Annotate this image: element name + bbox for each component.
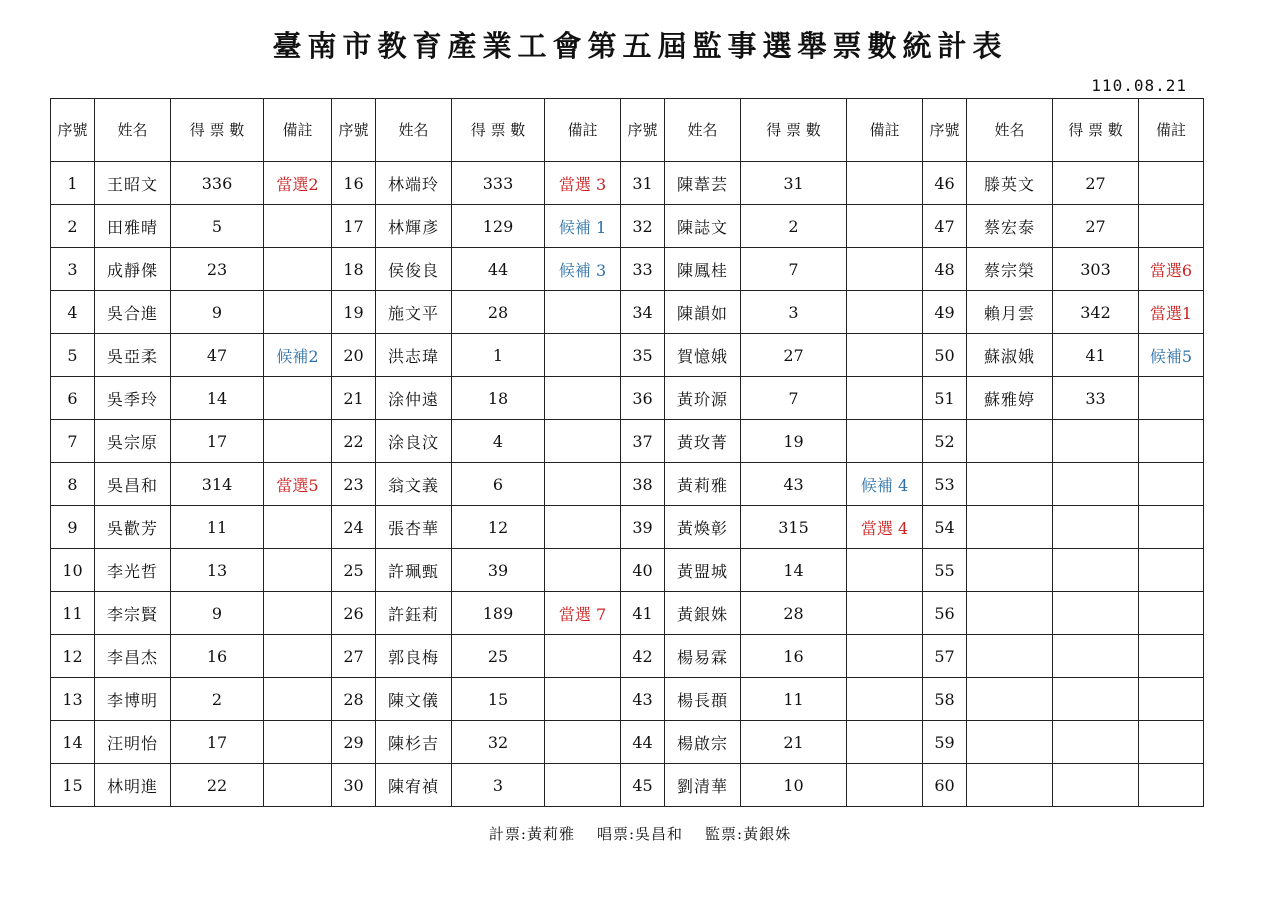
name-cell: 陳文儀 (376, 678, 452, 721)
votes-cell: 9 (171, 592, 264, 635)
votes-cell: 17 (171, 721, 264, 764)
name-cell: 陳韻如 (665, 291, 741, 334)
header-votes: 得 票 數 (741, 99, 847, 162)
remark-cell (545, 549, 621, 592)
votes-cell (1053, 721, 1139, 764)
votes-cell: 4 (452, 420, 545, 463)
seq-cell: 12 (51, 635, 95, 678)
name-cell: 許鈺莉 (376, 592, 452, 635)
seq-cell: 34 (621, 291, 665, 334)
remark-cell: 候補 4 (847, 463, 923, 506)
name-cell: 李昌杰 (95, 635, 171, 678)
seq-cell: 43 (621, 678, 665, 721)
name-cell: 郭良梅 (376, 635, 452, 678)
votes-cell: 22 (171, 764, 264, 807)
header-seq: 序號 (332, 99, 376, 162)
supervisor-label: 監票: (705, 825, 744, 843)
remark-cell: 當選5 (264, 463, 332, 506)
name-cell: 林端玲 (376, 162, 452, 205)
header-remark: 備註 (1139, 99, 1204, 162)
remark-cell: 當選 3 (545, 162, 621, 205)
name-cell: 汪明怡 (95, 721, 171, 764)
seq-cell: 26 (332, 592, 376, 635)
name-cell: 許珮甄 (376, 549, 452, 592)
remark-cell (264, 764, 332, 807)
seq-cell: 10 (51, 549, 95, 592)
name-cell: 陳鳳桂 (665, 248, 741, 291)
votes-cell (1053, 678, 1139, 721)
seq-cell: 8 (51, 463, 95, 506)
header-seq: 序號 (923, 99, 967, 162)
seq-cell: 19 (332, 291, 376, 334)
remark-cell: 當選 4 (847, 506, 923, 549)
remark-cell (545, 334, 621, 377)
remark-cell (847, 592, 923, 635)
table-row (51, 162, 1204, 205)
remark-cell: 當選2 (264, 162, 332, 205)
counter-label: 計票: (488, 825, 527, 843)
votes-cell: 15 (452, 678, 545, 721)
votes-cell (1053, 764, 1139, 807)
votes-cell: 2 (171, 678, 264, 721)
remark-cell: 候補5 (1139, 334, 1204, 377)
seq-cell: 25 (332, 549, 376, 592)
name-cell: 李宗賢 (95, 592, 171, 635)
name-cell: 張杏華 (376, 506, 452, 549)
seq-cell: 49 (923, 291, 967, 334)
seq-cell: 47 (923, 205, 967, 248)
seq-cell: 50 (923, 334, 967, 377)
counter-name: 黃莉雅 (526, 825, 575, 843)
remark-cell (1139, 678, 1204, 721)
votes-cell: 16 (741, 635, 847, 678)
remark-cell (545, 764, 621, 807)
header-seq: 序號 (621, 99, 665, 162)
name-cell: 成靜傑 (95, 248, 171, 291)
name-cell (967, 764, 1053, 807)
table-row (51, 506, 1204, 549)
header-remark: 備註 (545, 99, 621, 162)
header-name: 姓名 (95, 99, 171, 162)
seq-cell: 46 (923, 162, 967, 205)
seq-cell: 9 (51, 506, 95, 549)
remark-cell (264, 377, 332, 420)
votes-cell (1053, 506, 1139, 549)
remark-cell (1139, 205, 1204, 248)
name-cell: 黃銀姝 (665, 592, 741, 635)
remark-cell (847, 162, 923, 205)
remark-cell: 候補 3 (545, 248, 621, 291)
name-cell: 賴月雲 (967, 291, 1053, 334)
table-row (51, 592, 1204, 635)
votes-cell (1053, 635, 1139, 678)
name-cell: 滕英文 (967, 162, 1053, 205)
name-cell: 蔡宗榮 (967, 248, 1053, 291)
votes-cell: 32 (452, 721, 545, 764)
header-name: 姓名 (665, 99, 741, 162)
remark-cell (545, 721, 621, 764)
name-cell: 吳歡芳 (95, 506, 171, 549)
votes-cell: 336 (171, 162, 264, 205)
seq-cell: 42 (621, 635, 665, 678)
header-name: 姓名 (376, 99, 452, 162)
table-row (51, 764, 1204, 807)
seq-cell: 6 (51, 377, 95, 420)
table-row (51, 334, 1204, 377)
table-row (51, 721, 1204, 764)
vote-count-table (50, 98, 1204, 807)
votes-cell: 16 (171, 635, 264, 678)
name-cell: 李博明 (95, 678, 171, 721)
votes-cell: 342 (1053, 291, 1139, 334)
seq-cell: 7 (51, 420, 95, 463)
remark-cell (264, 205, 332, 248)
seq-cell: 3 (51, 248, 95, 291)
votes-cell: 9 (171, 291, 264, 334)
votes-cell: 1 (452, 334, 545, 377)
votes-cell: 27 (1053, 162, 1139, 205)
remark-cell (847, 635, 923, 678)
remark-cell: 候補 1 (545, 205, 621, 248)
name-cell: 吳季玲 (95, 377, 171, 420)
name-cell: 林輝彥 (376, 205, 452, 248)
name-cell: 涂良汶 (376, 420, 452, 463)
name-cell: 賀憶娥 (665, 334, 741, 377)
remark-cell (264, 549, 332, 592)
remark-cell: 當選 7 (545, 592, 621, 635)
remark-cell (264, 420, 332, 463)
remark-cell: 當選6 (1139, 248, 1204, 291)
seq-cell: 17 (332, 205, 376, 248)
remark-cell (264, 635, 332, 678)
seq-cell: 60 (923, 764, 967, 807)
seq-cell: 22 (332, 420, 376, 463)
votes-cell: 17 (171, 420, 264, 463)
votes-cell: 5 (171, 205, 264, 248)
table-header-row (51, 99, 1204, 162)
seq-cell: 15 (51, 764, 95, 807)
table-row (51, 248, 1204, 291)
name-cell: 林明進 (95, 764, 171, 807)
seq-cell: 24 (332, 506, 376, 549)
votes-cell: 11 (171, 506, 264, 549)
votes-cell: 27 (1053, 205, 1139, 248)
name-cell: 王昭文 (95, 162, 171, 205)
seq-cell: 2 (51, 205, 95, 248)
votes-cell: 314 (171, 463, 264, 506)
votes-cell: 3 (741, 291, 847, 334)
remark-cell (847, 334, 923, 377)
header-seq: 序號 (51, 99, 95, 162)
seq-cell: 44 (621, 721, 665, 764)
seq-cell: 59 (923, 721, 967, 764)
seq-cell: 23 (332, 463, 376, 506)
votes-cell: 27 (741, 334, 847, 377)
votes-cell: 19 (741, 420, 847, 463)
name-cell: 吳合進 (95, 291, 171, 334)
name-cell: 楊易霖 (665, 635, 741, 678)
seq-cell: 28 (332, 678, 376, 721)
name-cell: 黃玫菁 (665, 420, 741, 463)
remark-cell (264, 506, 332, 549)
seq-cell: 21 (332, 377, 376, 420)
table-row (51, 291, 1204, 334)
name-cell: 黃盟城 (665, 549, 741, 592)
votes-cell: 303 (1053, 248, 1139, 291)
seq-cell: 30 (332, 764, 376, 807)
votes-cell: 10 (741, 764, 847, 807)
name-cell: 劉清華 (665, 764, 741, 807)
votes-cell: 28 (741, 592, 847, 635)
seq-cell: 14 (51, 721, 95, 764)
votes-cell: 7 (741, 248, 847, 291)
name-cell: 涂仲遠 (376, 377, 452, 420)
seq-cell: 55 (923, 549, 967, 592)
name-cell (967, 635, 1053, 678)
remark-cell (545, 291, 621, 334)
table-body (51, 162, 1204, 807)
header-votes: 得 票 數 (1053, 99, 1139, 162)
votes-cell: 129 (452, 205, 545, 248)
seq-cell: 45 (621, 764, 665, 807)
name-cell: 陳杉吉 (376, 721, 452, 764)
name-cell (967, 592, 1053, 635)
votes-cell: 189 (452, 592, 545, 635)
votes-cell: 11 (741, 678, 847, 721)
votes-cell: 6 (452, 463, 545, 506)
seq-cell: 18 (332, 248, 376, 291)
seq-cell: 56 (923, 592, 967, 635)
header-remark: 備註 (264, 99, 332, 162)
seq-cell: 35 (621, 334, 665, 377)
seq-cell: 36 (621, 377, 665, 420)
caller-label: 唱票: (596, 825, 636, 843)
votes-cell: 3 (452, 764, 545, 807)
seq-cell: 4 (51, 291, 95, 334)
name-cell (967, 506, 1053, 549)
header-votes: 得 票 數 (171, 99, 264, 162)
remark-cell (264, 248, 332, 291)
remark-cell (264, 721, 332, 764)
seq-cell: 51 (923, 377, 967, 420)
header-votes: 得 票 數 (452, 99, 545, 162)
remark-cell (847, 377, 923, 420)
seq-cell: 53 (923, 463, 967, 506)
seq-cell: 16 (332, 162, 376, 205)
page-title: 臺南市教育產業工會第五屆監事選舉票數統計表 (272, 29, 1008, 63)
remark-cell (1139, 377, 1204, 420)
name-cell: 陳葦芸 (665, 162, 741, 205)
table-row (51, 205, 1204, 248)
remark-cell (264, 592, 332, 635)
votes-cell (1053, 463, 1139, 506)
votes-cell: 7 (741, 377, 847, 420)
seq-cell: 13 (51, 678, 95, 721)
name-cell: 吳宗原 (95, 420, 171, 463)
votes-cell: 18 (452, 377, 545, 420)
seq-cell: 41 (621, 592, 665, 635)
votes-cell: 44 (452, 248, 545, 291)
votes-cell: 14 (171, 377, 264, 420)
name-cell: 蔡宏泰 (967, 205, 1053, 248)
remark-cell (1139, 635, 1204, 678)
remark-cell (1139, 463, 1204, 506)
seq-cell: 52 (923, 420, 967, 463)
remark-cell: 候補2 (264, 334, 332, 377)
votes-cell: 23 (171, 248, 264, 291)
header-name: 姓名 (967, 99, 1053, 162)
seq-cell: 11 (51, 592, 95, 635)
caller-name: 吳昌和 (635, 825, 684, 843)
votes-cell: 14 (741, 549, 847, 592)
remark-cell (847, 764, 923, 807)
name-cell: 洪志瑋 (376, 334, 452, 377)
seq-cell: 5 (51, 334, 95, 377)
name-cell: 黃煥彰 (665, 506, 741, 549)
table-row (51, 678, 1204, 721)
votes-cell: 13 (171, 549, 264, 592)
remark-cell (545, 463, 621, 506)
remark-cell (545, 678, 621, 721)
seq-cell: 20 (332, 334, 376, 377)
remark-cell (847, 205, 923, 248)
remark-cell: 當選1 (1139, 291, 1204, 334)
remark-cell (847, 678, 923, 721)
name-cell (967, 420, 1053, 463)
table-row (51, 549, 1204, 592)
votes-cell: 39 (452, 549, 545, 592)
name-cell (967, 678, 1053, 721)
name-cell: 黃莉雅 (665, 463, 741, 506)
votes-cell: 43 (741, 463, 847, 506)
remark-cell (847, 420, 923, 463)
name-cell: 蘇淑娥 (967, 334, 1053, 377)
votes-cell: 12 (452, 506, 545, 549)
votes-cell: 47 (171, 334, 264, 377)
remark-cell (847, 549, 923, 592)
seq-cell: 39 (621, 506, 665, 549)
seq-cell: 54 (923, 506, 967, 549)
votes-cell: 31 (741, 162, 847, 205)
name-cell: 李光哲 (95, 549, 171, 592)
seq-cell: 31 (621, 162, 665, 205)
seq-cell: 27 (332, 635, 376, 678)
name-cell: 田雅晴 (95, 205, 171, 248)
seq-cell: 33 (621, 248, 665, 291)
votes-cell: 41 (1053, 334, 1139, 377)
remark-cell (847, 721, 923, 764)
name-cell: 施文平 (376, 291, 452, 334)
supervisor-name: 黃銀姝 (743, 825, 792, 843)
signature-line (0, 824, 1280, 844)
remark-cell (1139, 506, 1204, 549)
remark-cell (545, 377, 621, 420)
seq-cell: 58 (923, 678, 967, 721)
remark-cell (545, 506, 621, 549)
name-cell (967, 463, 1053, 506)
table-row (51, 377, 1204, 420)
seq-cell: 1 (51, 162, 95, 205)
remark-cell (1139, 721, 1204, 764)
name-cell: 吳亞柔 (95, 334, 171, 377)
seq-cell: 57 (923, 635, 967, 678)
name-cell: 陳宥禎 (376, 764, 452, 807)
votes-cell (1053, 420, 1139, 463)
votes-cell: 28 (452, 291, 545, 334)
remark-cell (847, 291, 923, 334)
remark-cell (1139, 764, 1204, 807)
name-cell: 楊啟宗 (665, 721, 741, 764)
remark-cell (1139, 549, 1204, 592)
table-row (51, 635, 1204, 678)
name-cell: 黃玠源 (665, 377, 741, 420)
date-label: 110.08.21 (1091, 76, 1187, 95)
name-cell: 蘇雅婷 (967, 377, 1053, 420)
name-cell: 陳誌文 (665, 205, 741, 248)
seq-cell: 32 (621, 205, 665, 248)
remark-cell (264, 291, 332, 334)
seq-cell: 37 (621, 420, 665, 463)
remark-cell (545, 635, 621, 678)
table-row (51, 463, 1204, 506)
name-cell: 楊長頵 (665, 678, 741, 721)
remark-cell (847, 248, 923, 291)
votes-cell: 21 (741, 721, 847, 764)
votes-cell: 333 (452, 162, 545, 205)
votes-cell: 315 (741, 506, 847, 549)
seq-cell: 38 (621, 463, 665, 506)
votes-cell (1053, 592, 1139, 635)
name-cell: 吳昌和 (95, 463, 171, 506)
remark-cell (545, 420, 621, 463)
name-cell (967, 721, 1053, 764)
header-remark: 備註 (847, 99, 923, 162)
remark-cell (1139, 592, 1204, 635)
name-cell (967, 549, 1053, 592)
seq-cell: 29 (332, 721, 376, 764)
votes-cell: 25 (452, 635, 545, 678)
votes-cell: 33 (1053, 377, 1139, 420)
table-row (51, 420, 1204, 463)
name-cell: 侯俊良 (376, 248, 452, 291)
remark-cell (1139, 420, 1204, 463)
remark-cell (264, 678, 332, 721)
seq-cell: 48 (923, 248, 967, 291)
name-cell: 翁文義 (376, 463, 452, 506)
seq-cell: 40 (621, 549, 665, 592)
votes-cell (1053, 549, 1139, 592)
votes-cell: 2 (741, 205, 847, 248)
remark-cell (1139, 162, 1204, 205)
